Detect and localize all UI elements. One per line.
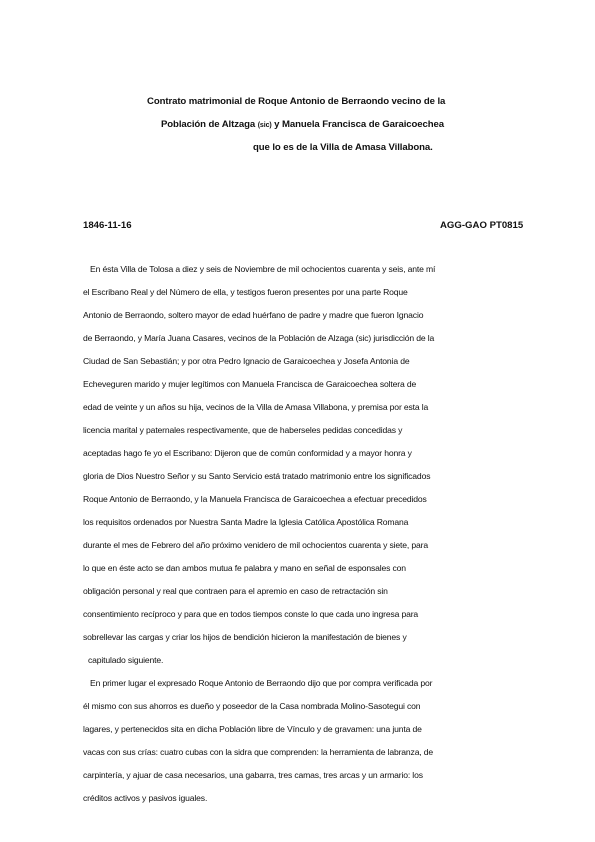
body-line: obligación personal y real que contraen para el apremio en caso de retractación sin [83, 586, 388, 596]
body-line: sobrellevar las cargas y criar los hijos de bendición hicieron la manifestación de bienes y [83, 632, 407, 642]
body-line: él mismo con sus ahorros es dueño y poseedor de la Casa nombrada Molino-Sasotegui con [83, 701, 421, 711]
sic-note: (sic) [257, 122, 272, 129]
body-line: gloria de Dios Nuestro Señor y su Santo Servicio está tratado matrimonio entre los significados [83, 471, 431, 481]
body-line: carpintería, y ajuar de casa necesarios, una gabarra, tres camas, tres arcas y un armario: los [83, 770, 423, 780]
body-line: En ésta Villa de Tolosa a diez y seis de Noviembre de mil ochocientos cuarenta y seis, ante mí [90, 264, 436, 274]
body-line: consentimiento recíproco y para que en todos tiempos conste lo que cada uno ingresa para [83, 609, 419, 619]
body-line: aceptadas hago fe yo el Escribano: Dijeron que de común conformidad y a mayor honra y [83, 448, 412, 458]
body-line: durante el mes de Febrero del año próximo venidero de mil ochocientos cuarenta y siete, para [83, 540, 428, 550]
body-line: los requisitos ordenados por Nuestra Santa Madre la Iglesia Católica Apostólica Romana [83, 517, 409, 527]
title-line-1-text: Contrato matrimonial de Roque Antonio de Berraondo vecino de la [147, 96, 446, 107]
body-line: el Escribano Real y del Número de ella, y testigos fueron presentes por una parte Roque [83, 287, 408, 297]
body-line: Echeveguren marido y mujer legítimos con Manuela Francisca de Garaicoechea soltera de [83, 379, 417, 389]
body-line: capitulado siguiente. [88, 655, 164, 665]
body-line: edad de veinte y un años su hija, vecinos de la Villa de Amasa Villabona, y premisa por esta la [83, 402, 429, 412]
body-line: de Berraondo, y María Juana Casares, vecinos de la Población de Alzaga (sic) jurisdicción de la [83, 333, 435, 343]
body-line: Ciudad de San Sebastián; y por otra Pedro Ignacio de Garaicoechea y Josefa Antonia de [83, 356, 410, 366]
title-line-1 [147, 96, 445, 107]
title-line-2-text: Población de Altzaga [161, 119, 258, 130]
title-line-3-text: que lo es de la Villa de Amasa Villabona. [253, 142, 433, 153]
title-line-3 [253, 142, 433, 153]
body-line: vacas con sus crías: cuatro cubas con la sidra que comprenden: la herramienta de labranza, de [83, 747, 434, 757]
title-line-2 [161, 119, 444, 130]
body-line: Antonio de Berraondo, soltero mayor de edad huérfano de padre y madre que fueron Ignacio [83, 310, 424, 320]
document-date: 1846-11-16 [83, 220, 132, 231]
title-line-2-rest: y Manuela Francisca de Garaicoechea [271, 119, 444, 130]
document-reference: AGG-GAO PT0815 [440, 220, 524, 231]
body-line: Roque Antonio de Berraondo, y la Manuela Francisca de Garaicoechea a efectuar precedidos [83, 494, 427, 504]
body-line: En primer lugar el expresado Roque Antonio de Berraondo dijo que por compra verificada por [90, 678, 433, 688]
body-line: lagares, y pertenecidos sita en dicha Población libre de Vínculo y de gravamen: una junta de [83, 724, 422, 734]
body-line: licencia marital y paternales respectivamente, que de haberseles pedidas concedidas y [83, 425, 403, 435]
body-line: créditos activos y pasivos iguales. [83, 793, 208, 803]
body-line: lo que en éste acto se dan ambos mutua fe palabra y mano en señal de esponsales con [83, 563, 406, 573]
